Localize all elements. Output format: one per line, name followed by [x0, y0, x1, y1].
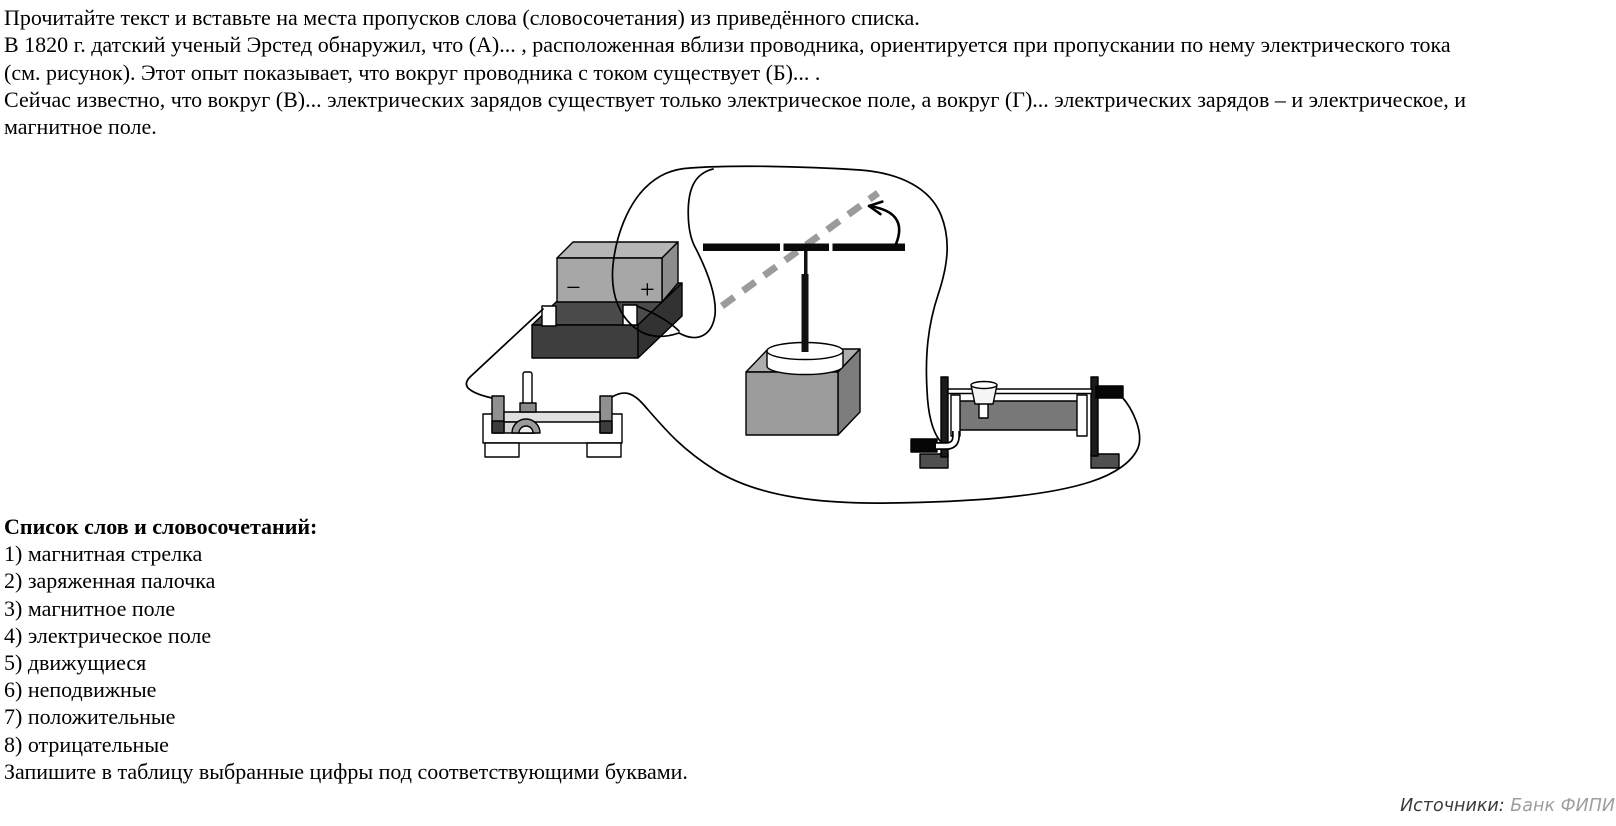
rheostat-slide-rail — [948, 389, 1092, 394]
rheostat-slider-cup-top — [971, 382, 997, 389]
word-list-item: 2) заряженная палочка — [4, 568, 216, 594]
word-list-item: 8) отрицательные — [4, 731, 169, 757]
task-text-line: Сейчас известно, что вокруг (В)... электрических зарядов существует только электрическое поле, а вокруг (Г)... электрических зарядов – и электрическое, и — [4, 86, 1467, 112]
battery-terminal-negative — [542, 306, 556, 326]
switch-post-left-base — [492, 421, 504, 433]
conductor-bar-gap-left — [780, 243, 784, 253]
battery — [532, 242, 682, 358]
battery-plus-label: + — [640, 275, 655, 304]
task-text-line: Прочитайте текст и вставьте на места пропусков слова (словосочетания) из приведённого списка. — [4, 5, 920, 30]
switch-handle-hub — [520, 403, 536, 412]
rheostat-slider-tab — [979, 403, 988, 418]
rheostat-cylinder — [958, 401, 1079, 430]
stand-rod-thick — [802, 274, 809, 352]
source-note — [1400, 796, 1615, 816]
battery-terminal-positive — [623, 305, 637, 325]
conductor-bar-gap-right — [829, 243, 833, 253]
word-list-item: 6) неподвижные — [4, 677, 157, 703]
answer-instruction: Запишите в таблицу выбранные цифры под соответствующими буквами. — [4, 758, 688, 784]
task-text-line: магнитное поле. — [4, 114, 157, 140]
battery-top-face — [557, 242, 678, 258]
battery-base-front-face — [532, 325, 638, 358]
needle-stand — [746, 343, 860, 436]
word-list-item: 5) движущиеся — [4, 650, 147, 676]
rheostat — [911, 377, 1123, 468]
task-text — [4, 4, 1466, 140]
task-text-line: (см. рисунок). Этот опыт показывает, что вокруг проводника с током существует (Б)... . — [4, 59, 821, 85]
conductor-bar — [703, 244, 905, 252]
switch-foot-left — [485, 443, 519, 457]
word-list-item: 4) электрическое поле — [4, 622, 212, 648]
switch-key — [483, 372, 622, 457]
wire-loop-inner-strand — [679, 169, 715, 337]
oersted-experiment-svg — [440, 158, 1152, 510]
stand-rod-thin — [804, 248, 808, 276]
source-label: Источники: — [1400, 796, 1505, 816]
switch-handle — [523, 372, 532, 406]
rheostat-cap-right — [1077, 395, 1087, 436]
switch-post-right-base — [600, 421, 612, 433]
rotation-arrow-icon — [869, 202, 899, 244]
task-text-line: В 1820 г. датский ученый Эрстед обнаружил, что (А)... , расположенная вблизи проводника, ориентируется при пропускании по нему электрического тока — [4, 32, 1451, 58]
word-list-item: 7) положительные — [4, 704, 176, 730]
word-list — [4, 513, 688, 785]
word-list-item: 1) магнитная стрелка — [4, 541, 203, 567]
source-value: Банк ФИПИ — [1510, 796, 1615, 816]
battery-minus-label: − — [566, 273, 581, 302]
rheostat-terminal-left — [911, 439, 937, 452]
word-list-item: 3) магнитное поле — [4, 595, 176, 621]
oersted-experiment-figure — [440, 158, 1152, 510]
stand-cube-front-face — [746, 372, 838, 435]
switch-foot-right — [587, 443, 621, 457]
word-list-header: Список слов и словосочетаний: — [4, 514, 318, 539]
rheostat-cap-left — [951, 395, 960, 436]
rheostat-terminal-right — [1096, 386, 1123, 398]
